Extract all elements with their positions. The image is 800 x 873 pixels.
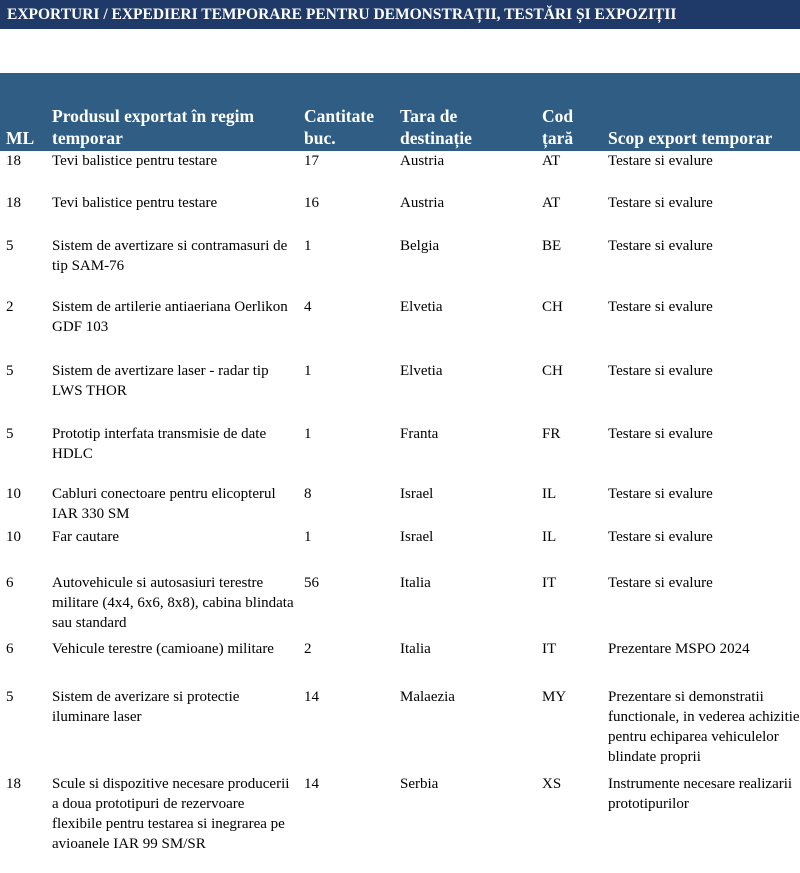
- cell-code: AT: [542, 195, 561, 211]
- cell-code: IT: [542, 641, 557, 657]
- cell-ml: 5: [6, 238, 14, 254]
- table-header: [0, 73, 800, 151]
- cell-scope: Prezentare MSPO 2024: [608, 641, 750, 657]
- cell-product: Prototip interfata transmisie de date HDLC: [52, 426, 267, 462]
- cell-code: IL: [542, 529, 557, 545]
- cell-ml: 6: [6, 575, 14, 591]
- cell-product: Scule si dispozitive necesare producerii a doua prototipuri de rezervoare flexibile pentru testarea si inegrarea pe avioanele IAR 99 SM/SR: [52, 776, 290, 852]
- cell-quantity: 1: [304, 363, 312, 379]
- cell-code: BE: [542, 238, 562, 254]
- cell-code: AT: [542, 153, 561, 169]
- cell-scope: Testare si evalure: [608, 195, 713, 211]
- cell-country: Austria: [400, 153, 445, 169]
- cell-product: Sistem de artilerie antiaeriana Oerlikon GDF 103: [52, 299, 288, 335]
- cell-scope: Prezentare si demonstratii functionale, in vederea achizitie pentru echiparea vehiculelor blindate proprii: [608, 689, 800, 765]
- cell-code: FR: [542, 426, 561, 442]
- cell-product: Tevi balistice pentru testare: [52, 195, 218, 211]
- cell-ml: 18: [6, 195, 21, 211]
- cell-quantity: 1: [304, 238, 312, 254]
- cell-scope: Testare si evalure: [608, 529, 713, 545]
- cell-country: Israel: [400, 529, 434, 545]
- cell-quantity: 14: [304, 689, 319, 705]
- cell-country: Italia: [400, 641, 431, 657]
- cell-ml: 10: [6, 486, 21, 502]
- cell-country: Belgia: [400, 238, 440, 254]
- cell-code: CH: [542, 363, 563, 379]
- cell-country: Elvetia: [400, 299, 443, 315]
- cell-scope: Testare si evalure: [608, 363, 713, 379]
- cell-ml: 10: [6, 529, 21, 545]
- cell-country: Serbia: [400, 776, 439, 792]
- cell-product: Cabluri conectoare pentru elicopterul IAR 330 SM: [52, 486, 276, 522]
- column-header-quantity: Cantitate buc.: [304, 106, 374, 148]
- cell-code: CH: [542, 299, 563, 315]
- cell-product: Sistem de averizare si protectie iluminare laser: [52, 689, 240, 725]
- cell-product: Vehicule terestre (camioane) militare: [52, 641, 274, 657]
- cell-ml: 2: [6, 299, 14, 315]
- cell-quantity: 4: [304, 299, 312, 315]
- cell-ml: 5: [6, 689, 14, 705]
- cell-quantity: 56: [304, 575, 319, 591]
- cell-ml: 5: [6, 363, 14, 379]
- cell-quantity: 1: [304, 426, 312, 442]
- cell-country: Italia: [400, 575, 431, 591]
- cell-scope: Testare si evalure: [608, 153, 713, 169]
- cell-scope: Testare si evalure: [608, 238, 713, 254]
- cell-scope: Testare si evalure: [608, 426, 713, 442]
- cell-ml: 5: [6, 426, 14, 442]
- cell-scope: Testare si evalure: [608, 486, 713, 502]
- cell-product: Sistem de avertizare laser - radar tip LWS THOR: [52, 363, 269, 399]
- column-header-ml: ML: [6, 128, 35, 148]
- cell-quantity: 17: [304, 153, 319, 169]
- cell-scope: Instrumente necesare realizarii prototipurilor: [608, 776, 793, 812]
- cell-code: MY: [542, 689, 567, 705]
- document-title: EXPORTURI / EXPEDIERI TEMPORARE PENTRU DEMONSTRAȚII, TESTĂRI ȘI EXPOZIȚII: [0, 0, 800, 29]
- cell-code: IL: [542, 486, 557, 502]
- column-header-product: Produsul exportat în regim temporar: [52, 106, 255, 148]
- cell-quantity: 1: [304, 529, 312, 545]
- cell-country: Elvetia: [400, 363, 443, 379]
- cell-ml: 18: [6, 776, 21, 792]
- column-header-scope: Scop export temporar: [608, 128, 773, 148]
- cell-ml: 6: [6, 641, 14, 657]
- cell-code: IT: [542, 575, 557, 591]
- cell-code: XS: [542, 776, 562, 792]
- cell-country: Israel: [400, 486, 434, 502]
- cell-scope: Testare si evalure: [608, 575, 713, 591]
- cell-scope: Testare si evalure: [608, 299, 713, 315]
- column-header-country: Tara de destinație: [400, 106, 472, 148]
- cell-product: Autovehicule si autosasiuri terestre militare (4x4, 6x6, 8x8), cabina blindata sau standard: [52, 575, 294, 631]
- cell-country: Austria: [400, 195, 445, 211]
- cell-quantity: 16: [304, 195, 319, 211]
- cell-quantity: 2: [304, 641, 312, 657]
- cell-product: Far cautare: [52, 529, 120, 545]
- cell-product: Tevi balistice pentru testare: [52, 153, 218, 169]
- column-header-code: Cod țară: [542, 106, 574, 148]
- cell-ml: 18: [6, 153, 21, 169]
- cell-quantity: 14: [304, 776, 319, 792]
- cell-product: Sistem de avertizare si contramasuri de tip SAM-76: [52, 238, 288, 274]
- cell-country: Malaezia: [400, 689, 455, 705]
- cell-country: Franta: [400, 426, 439, 442]
- cell-quantity: 8: [304, 486, 312, 502]
